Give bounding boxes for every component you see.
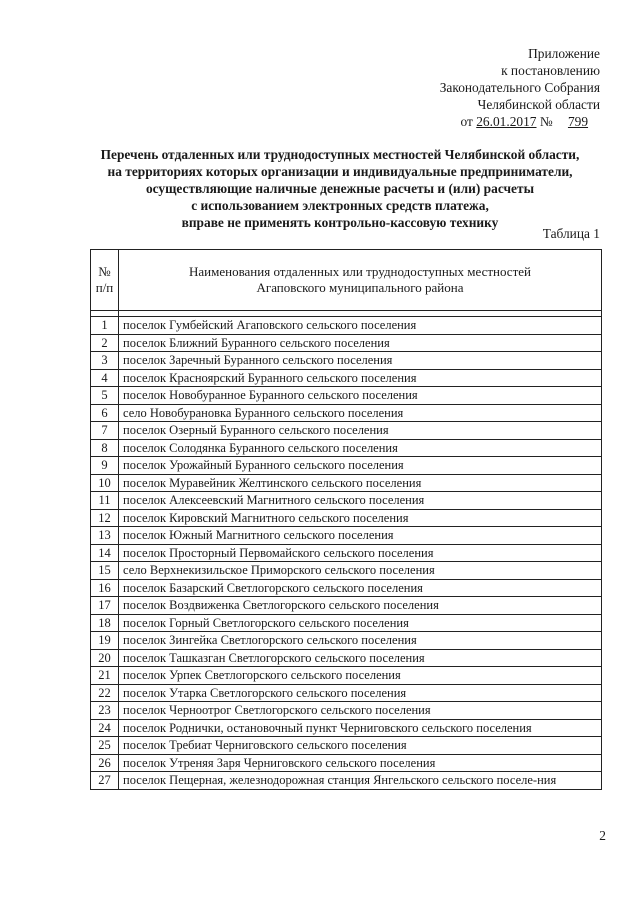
- table-row: [91, 422, 602, 440]
- row-locality-name: поселок Утарка Светлогорского сельского поселения: [119, 684, 602, 702]
- table-header-row: [91, 250, 602, 311]
- appendix-line-3: Законодательного Собрания: [439, 80, 600, 95]
- table-row: [91, 369, 602, 387]
- row-number: 14: [91, 544, 119, 562]
- title-line-3: осуществляющие наличные денежные расчеты и (или) расчеты: [145, 181, 535, 196]
- title-line-5: вправе не применять контрольно-кассовую технику: [181, 215, 499, 230]
- row-number: 18: [91, 614, 119, 632]
- row-number: 26: [91, 754, 119, 772]
- row-locality-name: поселок Южный Магнитного сельского поселения: [119, 527, 602, 545]
- table-row: [91, 352, 602, 370]
- table-row: [91, 544, 602, 562]
- from-label: от: [460, 114, 473, 129]
- row-number: 24: [91, 719, 119, 737]
- table-body: [91, 317, 602, 790]
- row-number: 17: [91, 597, 119, 615]
- row-locality-name: село Новобурановка Буранного сельского поселения: [119, 404, 602, 422]
- table-row: [91, 632, 602, 650]
- row-locality-name: поселок Новобуранное Буранного сельского поселения: [119, 387, 602, 405]
- row-number: 5: [91, 387, 119, 405]
- table-row: [91, 404, 602, 422]
- row-locality-name: поселок Черноотрог Светлогорского сельского поселения: [119, 702, 602, 720]
- table-row: [91, 667, 602, 685]
- row-number: 9: [91, 457, 119, 475]
- table-row: [91, 597, 602, 615]
- row-number: 12: [91, 509, 119, 527]
- table-row: [91, 509, 602, 527]
- header-num: [91, 250, 119, 311]
- table-row: [91, 579, 602, 597]
- header-name: [119, 250, 602, 311]
- table-row: [91, 614, 602, 632]
- row-locality-name: поселок Озерный Буранного сельского поселения: [119, 422, 602, 440]
- row-number: 25: [91, 737, 119, 755]
- row-locality-name: поселок Ближний Буранного сельского поселения: [119, 334, 602, 352]
- row-number: 7: [91, 422, 119, 440]
- table-row: [91, 754, 602, 772]
- table-row: [91, 562, 602, 580]
- number-label: №: [539, 114, 553, 129]
- row-number: 6: [91, 404, 119, 422]
- appendix-line-1: Приложение: [528, 46, 600, 61]
- row-number: 19: [91, 632, 119, 650]
- table-row: [91, 439, 602, 457]
- row-locality-name: поселок Солодянка Буранного сельского поселения: [119, 439, 602, 457]
- row-locality-name: поселок Муравейник Желтинского сельского поселения: [119, 474, 602, 492]
- appendix-dateline: [440, 113, 600, 130]
- table-row: [91, 737, 602, 755]
- row-locality-name: поселок Базарский Светлогорского сельского поселения: [119, 579, 602, 597]
- header-name-line-2: Агаповского муниципального района: [256, 280, 464, 295]
- table-row: [91, 702, 602, 720]
- row-locality-name: поселок Требиат Черниговского сельского поселения: [119, 737, 602, 755]
- row-number: 16: [91, 579, 119, 597]
- row-locality-name: поселок Кировский Магнитного сельского поселения: [119, 509, 602, 527]
- table-row: [91, 684, 602, 702]
- table-row: [91, 334, 602, 352]
- row-locality-name: поселок Зингейка Светлогорского сельского поселения: [119, 632, 602, 650]
- row-locality-name: поселок Горный Светлогорского сельского поселения: [119, 614, 602, 632]
- table-row: [91, 492, 602, 510]
- table-row: [91, 527, 602, 545]
- row-locality-name: поселок Просторный Первомайского сельского поселения: [119, 544, 602, 562]
- row-number: 15: [91, 562, 119, 580]
- table-row: [91, 719, 602, 737]
- title-line-1: Перечень отдаленных или труднодоступных местностей Челябинской области,: [100, 147, 580, 162]
- header-num-line-2: п/п: [95, 280, 114, 295]
- row-locality-name: село Верхнекизильское Приморского сельского поселения: [119, 562, 602, 580]
- table-row: [91, 474, 602, 492]
- row-locality-name: поселок Урожайный Буранного сельского поселения: [119, 457, 602, 475]
- appendix-line-4: Челябинской области: [477, 97, 600, 112]
- title-line-2: на территориях которых организации и индивидуальные предприниматели,: [107, 164, 573, 179]
- appendix-block: [440, 45, 600, 130]
- row-number: 22: [91, 684, 119, 702]
- row-locality-name: поселок Урпек Светлогорского сельского поселения: [119, 667, 602, 685]
- appendix-line-2: к постановлению: [501, 63, 600, 78]
- document-number: 799: [567, 114, 589, 129]
- row-number: 8: [91, 439, 119, 457]
- row-number: 4: [91, 369, 119, 387]
- row-number: 3: [91, 352, 119, 370]
- localities-table: [90, 249, 602, 790]
- row-locality-name: поселок Воздвиженка Светлогорского сельского поселения: [119, 597, 602, 615]
- header-num-line-1: №: [98, 264, 111, 279]
- header-name-line-1: Наименования отдаленных или труднодоступных местностей: [189, 264, 531, 279]
- row-locality-name: поселок Пещерная, железнодорожная станция Янгельского сельского поселе-ния: [119, 772, 602, 790]
- page-number: 2: [599, 828, 606, 843]
- row-number: 20: [91, 649, 119, 667]
- row-number: 23: [91, 702, 119, 720]
- row-locality-name: поселок Заречный Буранного сельского поселения: [119, 352, 602, 370]
- row-number: 11: [91, 492, 119, 510]
- row-number: 21: [91, 667, 119, 685]
- document-date: 26.01.2017: [476, 114, 537, 129]
- row-locality-name: поселок Утреняя Заря Черниговского сельского поселения: [119, 754, 602, 772]
- document-title: [70, 146, 610, 231]
- table-row: [91, 387, 602, 405]
- row-locality-name: поселок Красноярский Буранного сельского поселения: [119, 369, 602, 387]
- row-number: 27: [91, 772, 119, 790]
- row-number: 1: [91, 317, 119, 335]
- row-number: 2: [91, 334, 119, 352]
- table-row: [91, 649, 602, 667]
- table-row: [91, 772, 602, 790]
- row-number: 13: [91, 527, 119, 545]
- table-label: Таблица 1: [542, 226, 600, 241]
- row-locality-name: поселок Роднички, остановочный пункт Черниговского сельского поселения: [119, 719, 602, 737]
- row-locality-name: поселок Алексеевский Магнитного сельского поселения: [119, 492, 602, 510]
- table-row: [91, 457, 602, 475]
- row-number: 10: [91, 474, 119, 492]
- title-line-4: с использованием электронных средств платежа,: [191, 198, 489, 213]
- table-row: [91, 317, 602, 335]
- row-locality-name: поселок Гумбейский Агаповского сельского поселения: [119, 317, 602, 335]
- row-locality-name: поселок Ташказган Светлогорского сельского поселения: [119, 649, 602, 667]
